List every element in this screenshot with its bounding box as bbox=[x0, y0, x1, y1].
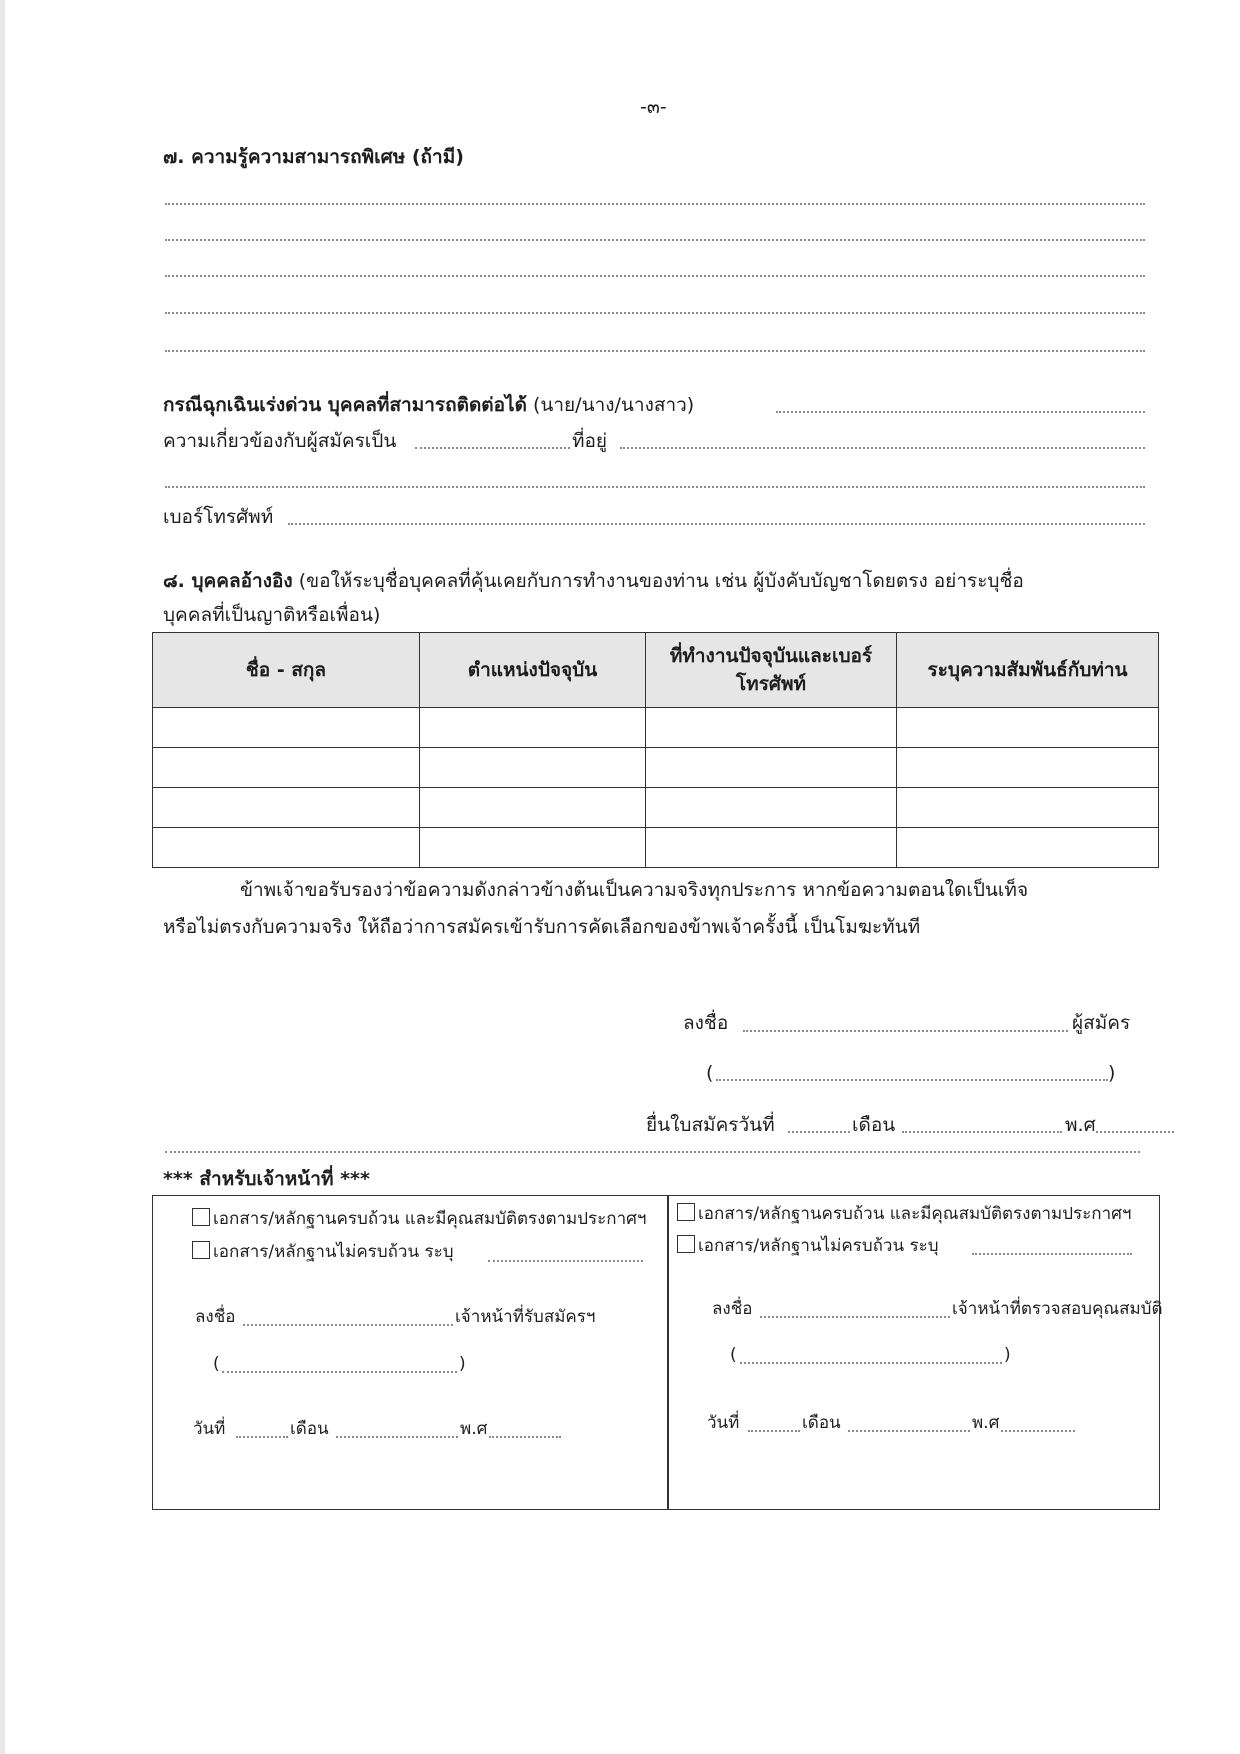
right-day-field[interactable] bbox=[748, 1430, 800, 1432]
section7-heading: ๗. ความรู้ความสามารถพิเศษ (ถ้ามี) bbox=[163, 146, 464, 168]
right-year-field[interactable] bbox=[1001, 1430, 1075, 1432]
left-year-field[interactable] bbox=[489, 1436, 561, 1438]
left-printed-name-field[interactable] bbox=[222, 1371, 457, 1373]
left-date-label: วันที่ bbox=[193, 1419, 226, 1439]
right-check-incomplete-label: เอกสาร/หลักฐานไม่ครบถ้วน ระบุ bbox=[698, 1236, 939, 1256]
right-month-label: เดือน bbox=[802, 1413, 841, 1433]
table-cell[interactable] bbox=[420, 708, 646, 748]
right-open-paren: ( bbox=[730, 1345, 737, 1365]
left-check-complete-row bbox=[192, 1208, 646, 1230]
left-role: เจ้าหน้าที่รับสมัครฯ bbox=[455, 1307, 596, 1327]
right-check-complete-row bbox=[677, 1203, 1131, 1225]
left-month-field[interactable] bbox=[336, 1436, 458, 1438]
col-name: ชื่อ - สกุล bbox=[153, 633, 420, 708]
page-number: -๓- bbox=[640, 96, 667, 118]
right-check-complete-label: เอกสาร/หลักฐานครบถ้วน และมีคุณสมบัติตรงตามประกาศฯ bbox=[698, 1204, 1132, 1224]
section7-line-4[interactable] bbox=[165, 312, 1145, 314]
table-row bbox=[153, 748, 1159, 788]
table-cell[interactable] bbox=[897, 748, 1159, 788]
table-cell[interactable] bbox=[420, 828, 646, 868]
table-cell[interactable] bbox=[153, 708, 420, 748]
right-sign-label: ลงชื่อ bbox=[712, 1299, 753, 1319]
section7-line-1[interactable] bbox=[165, 203, 1145, 205]
submit-day-field[interactable] bbox=[788, 1131, 850, 1133]
relationship-field[interactable] bbox=[415, 447, 570, 449]
table-row bbox=[153, 788, 1159, 828]
sign-label: ลงชื่อ bbox=[683, 1012, 729, 1034]
table-cell[interactable] bbox=[897, 828, 1159, 868]
submit-month-field[interactable] bbox=[902, 1131, 1062, 1133]
applicant-open-paren: ( bbox=[706, 1062, 714, 1084]
scan-edge bbox=[0, 0, 5, 1754]
reference-table-header bbox=[153, 633, 1159, 708]
left-day-field[interactable] bbox=[236, 1436, 288, 1438]
reference-table bbox=[152, 632, 1159, 868]
certification-line-1: ข้าพเจ้าขอรับรองว่าข้อความดังกล่าวข้างต้นเป็นความจริงทุกประการ หากข้อความตอนใดเป็นเท็จ bbox=[240, 879, 1029, 901]
right-close-paren: ) bbox=[1004, 1345, 1011, 1365]
table-cell[interactable] bbox=[646, 748, 897, 788]
table-row bbox=[153, 708, 1159, 748]
submit-month-label: เดือน bbox=[852, 1114, 896, 1136]
address-field-line-2[interactable] bbox=[165, 486, 1145, 488]
emergency-contact-row bbox=[163, 392, 694, 418]
table-cell[interactable] bbox=[646, 708, 897, 748]
table-cell[interactable] bbox=[153, 828, 420, 868]
emergency-title-options: (นาย/นาง/นางสาว) bbox=[532, 394, 695, 416]
section7-line-2[interactable] bbox=[165, 239, 1145, 241]
right-date-label: วันที่ bbox=[707, 1413, 740, 1433]
emergency-label: กรณีฉุกเฉินเร่งด่วน บุคคลที่สามารถติดต่อได้ bbox=[163, 394, 527, 416]
table-row bbox=[153, 828, 1159, 868]
applicant-signature-field[interactable] bbox=[743, 1030, 1068, 1032]
left-year-label: พ.ศ bbox=[460, 1419, 488, 1439]
left-open-paren: ( bbox=[213, 1354, 220, 1374]
table-cell[interactable] bbox=[646, 828, 897, 868]
right-check-incomplete-row bbox=[677, 1235, 939, 1257]
submit-year-label: พ.ศ bbox=[1065, 1114, 1096, 1136]
section8-note-2: บุคคลที่เป็นญาติหรือเพื่อน) bbox=[163, 604, 381, 626]
emergency-name-field[interactable] bbox=[776, 411, 1145, 413]
section7-line-5[interactable] bbox=[165, 350, 1145, 352]
submit-year-field[interactable] bbox=[1096, 1131, 1174, 1133]
right-signature-field[interactable] bbox=[760, 1316, 950, 1318]
table-cell[interactable] bbox=[897, 708, 1159, 748]
applicant-close-paren: ) bbox=[1108, 1062, 1116, 1084]
left-sign-label: ลงชื่อ bbox=[195, 1307, 236, 1327]
right-printed-name-field[interactable] bbox=[740, 1362, 1002, 1364]
checkbox-incomplete-left[interactable] bbox=[192, 1241, 210, 1259]
applicant-label: ผู้สมัคร bbox=[1072, 1012, 1131, 1034]
col-position: ตำแหน่งปัจจุบัน bbox=[420, 633, 646, 708]
checkbox-incomplete-right[interactable] bbox=[677, 1235, 695, 1253]
submit-date-label: ยื่นใบสมัครวันที่ bbox=[646, 1114, 775, 1136]
right-role: เจ้าหน้าที่ตรวจสอบคุณสมบัติ bbox=[952, 1299, 1163, 1319]
right-incomplete-reason-field[interactable] bbox=[972, 1253, 1132, 1255]
table-cell[interactable] bbox=[153, 748, 420, 788]
officer-heading: *** สำหรับเจ้าหน้าที่ *** bbox=[163, 1168, 370, 1190]
left-incomplete-reason-field[interactable] bbox=[488, 1260, 643, 1262]
left-signature-field[interactable] bbox=[243, 1324, 453, 1326]
table-cell[interactable] bbox=[420, 788, 646, 828]
left-check-incomplete-label: เอกสาร/หลักฐานไม่ครบถ้วน ระบุ bbox=[213, 1242, 454, 1262]
section8-note-1: (ขอให้ระบุชื่อบุคคลที่คุ้นเคยกับการทำงานของท่าน เช่น ผู้บังคับบัญชาโดยตรง อย่าระบุชื่อ bbox=[298, 570, 1024, 592]
left-check-complete-label: เอกสาร/หลักฐานครบถ้วน และมีคุณสมบัติตรงตามประกาศฯ bbox=[213, 1209, 647, 1229]
left-check-incomplete-row bbox=[192, 1241, 454, 1263]
phone-label: เบอร์โทรศัพท์ bbox=[163, 506, 274, 528]
left-close-paren: ) bbox=[459, 1354, 466, 1374]
phone-field[interactable] bbox=[288, 523, 1145, 525]
right-year-label: พ.ศ bbox=[972, 1413, 1000, 1433]
table-cell[interactable] bbox=[153, 788, 420, 828]
table-cell[interactable] bbox=[897, 788, 1159, 828]
col-workplace: ที่ทำงานปัจจุบันและเบอร์โทรศัพท์ bbox=[646, 633, 897, 708]
col-relationship: ระบุความสัมพันธ์กับท่าน bbox=[897, 633, 1159, 708]
right-month-field[interactable] bbox=[848, 1430, 970, 1432]
section8-heading-row bbox=[163, 568, 1024, 594]
section8-heading: ๘. บุคคลอ้างอิง bbox=[163, 570, 293, 592]
checkbox-complete-left[interactable] bbox=[192, 1208, 210, 1226]
section-divider bbox=[165, 1151, 1140, 1153]
table-cell[interactable] bbox=[420, 748, 646, 788]
certification-line-2: หรือไม่ตรงกับความจริง ให้ถือว่าการสมัครเข้ารับการคัดเลือกของข้าพเจ้าครั้งนี้ เป็นโมฆะทันที bbox=[163, 916, 921, 938]
address-field[interactable] bbox=[620, 447, 1145, 449]
applicant-printed-name-field[interactable] bbox=[716, 1079, 1108, 1081]
table-cell[interactable] bbox=[646, 788, 897, 828]
address-label: ที่อยู่ bbox=[572, 430, 608, 452]
checkbox-complete-right[interactable] bbox=[677, 1203, 695, 1221]
left-month-label: เดือน bbox=[290, 1419, 329, 1439]
relationship-label: ความเกี่ยวข้องกับผู้สมัครเป็น bbox=[163, 430, 397, 452]
section7-line-3[interactable] bbox=[165, 275, 1145, 277]
